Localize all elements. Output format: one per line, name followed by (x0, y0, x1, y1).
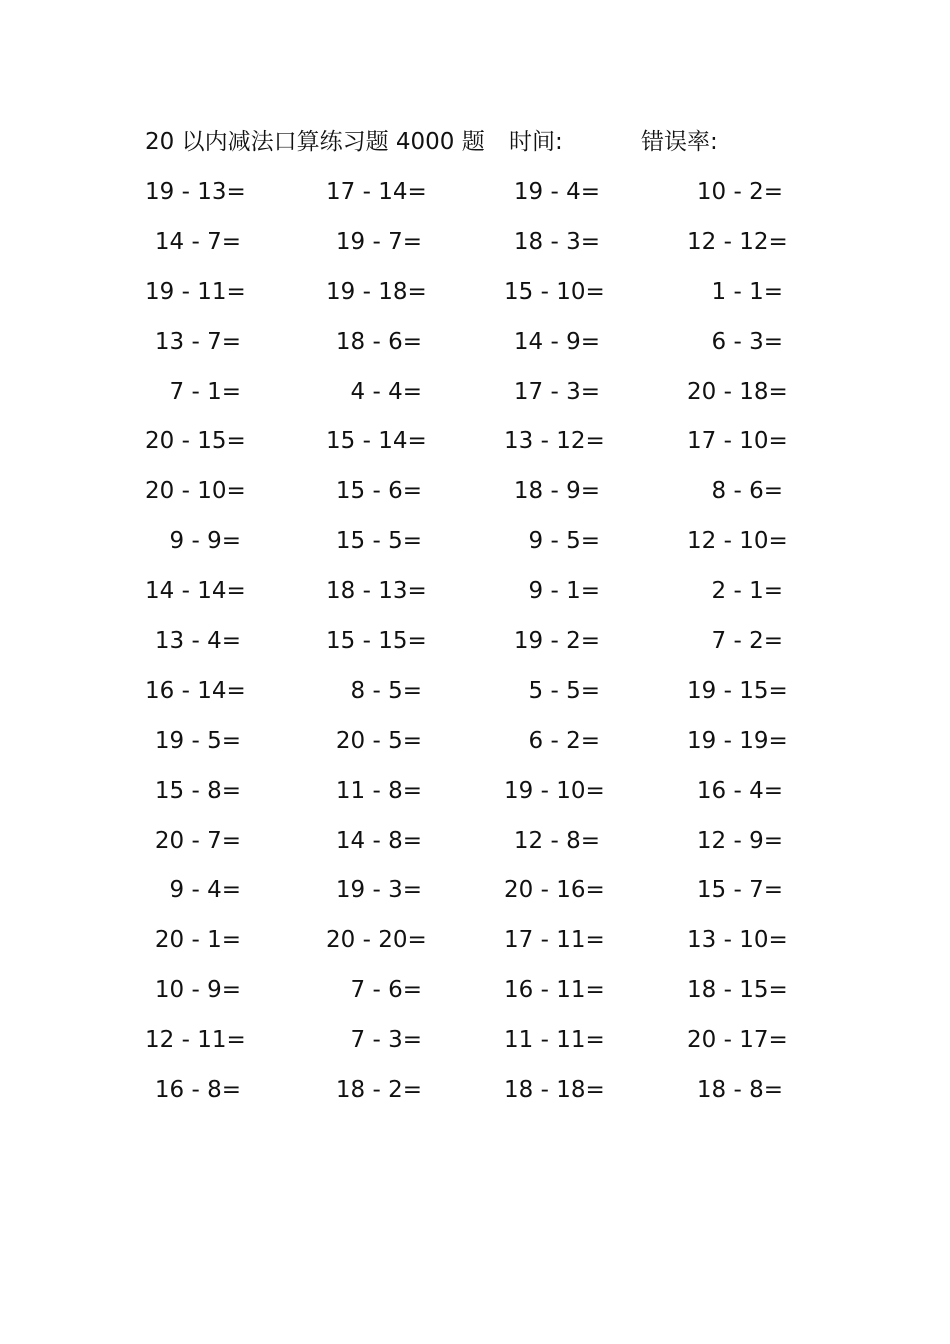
problem-cell: 14 - 8= (335, 827, 422, 854)
problem-cell: 19 - 3= (335, 877, 422, 904)
problem-cell: 20 - 1= (154, 927, 241, 954)
problem-row (145, 172, 785, 222)
problem-cell: 18 - 8= (696, 1077, 783, 1104)
problem-row (145, 721, 788, 771)
problem-cell: 20 - 5= (335, 727, 422, 754)
problem-cell: 9 - 9= (169, 528, 241, 555)
problem-cell: 8 - 6= (711, 478, 783, 505)
problem-cell: 19 - 2= (513, 628, 600, 655)
problem-cell: 15 - 5= (335, 528, 422, 555)
problem-row (145, 970, 788, 1020)
problem-cell: 16 - 4= (696, 777, 783, 804)
problem-cell: 15 - 7= (696, 877, 783, 904)
problem-cell: 7 - 1= (169, 378, 241, 405)
problem-cell: 11 - 11= (504, 1027, 605, 1054)
worksheet-header (145, 124, 785, 160)
problem-cell: 18 - 13= (326, 578, 427, 605)
problem-cell: 7 - 6= (350, 977, 422, 1004)
worksheet-title: 20 以内减法口算练习题 4000 题 (145, 129, 485, 155)
time-label: 时间: (509, 129, 563, 155)
problem-row (145, 571, 785, 621)
problem-cell: 14 - 14= (145, 578, 246, 605)
problem-cell: 20 - 16= (504, 877, 605, 904)
problem-row (145, 621, 785, 671)
problem-cell: 16 - 8= (154, 1077, 241, 1104)
problem-cell: 7 - 2= (711, 628, 783, 655)
problem-row (145, 372, 788, 422)
problem-cell: 20 - 7= (154, 827, 241, 854)
problem-cell: 10 - 2= (696, 179, 783, 205)
problem-grid (145, 172, 788, 1120)
problem-cell: 6 - 2= (528, 727, 600, 754)
problem-cell: 20 - 10= (145, 478, 246, 505)
problem-cell: 18 - 15= (687, 977, 788, 1004)
problem-cell: 9 - 1= (528, 578, 600, 605)
problem-cell: 17 - 10= (687, 428, 788, 455)
problem-cell: 13 - 12= (504, 428, 605, 455)
problem-cell: 18 - 18= (504, 1077, 605, 1104)
problem-cell: 11 - 8= (335, 777, 422, 804)
problem-cell: 12 - 10= (687, 528, 788, 555)
problem-cell: 19 - 10= (504, 777, 605, 804)
problem-cell: 12 - 8= (513, 827, 600, 854)
problem-cell: 17 - 3= (513, 378, 600, 405)
problem-cell: 19 - 4= (513, 179, 600, 205)
problem-cell: 15 - 15= (326, 628, 427, 655)
error-rate-label: 错误率: (641, 129, 718, 155)
problem-cell: 7 - 3= (350, 1027, 422, 1054)
problem-cell: 18 - 2= (335, 1077, 422, 1104)
problem-cell: 19 - 19= (687, 727, 788, 754)
problem-cell: 15 - 8= (154, 777, 241, 804)
problem-row (145, 771, 785, 821)
problem-cell: 18 - 6= (335, 328, 422, 355)
problem-cell: 17 - 11= (504, 927, 605, 954)
problem-row (145, 870, 785, 920)
problem-cell: 2 - 1= (711, 578, 783, 605)
problem-cell: 18 - 3= (513, 228, 600, 255)
problem-cell: 19 - 11= (145, 278, 246, 305)
problem-cell: 13 - 7= (154, 328, 241, 355)
problem-cell: 19 - 5= (154, 727, 241, 754)
problem-cell: 6 - 3= (711, 328, 783, 355)
problem-cell: 19 - 7= (335, 228, 422, 255)
problem-cell: 20 - 18= (687, 378, 788, 405)
problem-cell: 9 - 4= (169, 877, 241, 904)
problem-row (145, 471, 785, 521)
problem-cell: 16 - 14= (145, 677, 246, 704)
problem-cell: 15 - 6= (335, 478, 422, 505)
problem-cell: 13 - 4= (154, 628, 241, 655)
problem-row (145, 1020, 788, 1070)
problem-row (145, 821, 785, 871)
problem-cell: 12 - 12= (687, 228, 788, 255)
problem-row (145, 1070, 785, 1120)
problem-cell: 4 - 4= (350, 378, 422, 405)
problem-cell: 8 - 5= (350, 677, 422, 704)
problem-cell: 14 - 7= (154, 228, 241, 255)
problem-cell: 20 - 17= (687, 1027, 788, 1054)
problem-cell: 17 - 14= (326, 179, 427, 205)
problem-cell: 10 - 9= (154, 977, 241, 1004)
problem-row (145, 421, 788, 471)
problem-cell: 19 - 15= (687, 677, 788, 704)
problem-cell: 18 - 9= (513, 478, 600, 505)
problem-cell: 1 - 1= (711, 278, 783, 305)
problem-cell: 19 - 18= (326, 278, 427, 305)
problem-cell: 20 - 20= (326, 927, 427, 954)
problem-row (145, 920, 788, 970)
problem-cell: 15 - 10= (504, 278, 605, 305)
problem-cell: 19 - 13= (145, 179, 246, 205)
problem-cell: 9 - 5= (528, 528, 600, 555)
problem-row (145, 521, 788, 571)
problem-row (145, 671, 788, 721)
problem-cell: 5 - 5= (528, 677, 600, 704)
problem-cell: 14 - 9= (513, 328, 600, 355)
problem-row (145, 272, 785, 322)
problem-cell: 16 - 11= (504, 977, 605, 1004)
problem-cell: 13 - 10= (687, 927, 788, 954)
problem-cell: 15 - 14= (326, 428, 427, 455)
problem-cell: 12 - 11= (145, 1027, 246, 1054)
problem-cell: 12 - 9= (696, 827, 783, 854)
problem-cell: 20 - 15= (145, 428, 246, 455)
problem-row (145, 222, 788, 272)
problem-row (145, 322, 785, 372)
